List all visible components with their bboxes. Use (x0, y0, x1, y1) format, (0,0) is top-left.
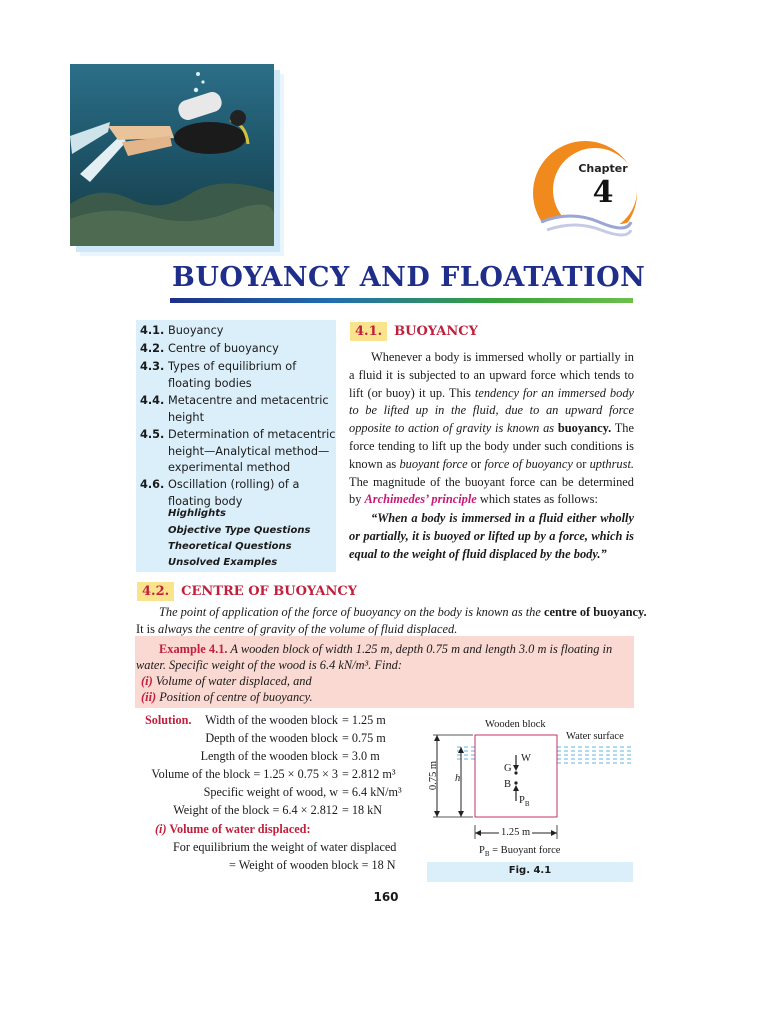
solution-row-right: = 2.812 m³ (342, 767, 396, 781)
weight-label: W (521, 753, 531, 764)
wooden-block-label: Wooden block (485, 719, 546, 730)
figure-caption: Fig. 4.1 (508, 865, 552, 876)
chapter-contents (136, 320, 336, 572)
toc-unsolved-examples: Unsolved Examples (168, 557, 278, 568)
example-line-1: Example 4.1. A wooden block of width 1.25 m, depth 0.75 m and length 3.0 m is floating in (159, 642, 613, 656)
toc-highlights: Highlights (168, 508, 226, 519)
section-title: CENTRE OF BUOYANCY (181, 584, 357, 599)
section-heading-centre-of-buoyancy (137, 584, 357, 599)
solution-row-right: = 1.25 m (342, 713, 386, 727)
diver-photo (70, 64, 274, 246)
centre-of-gravity-label: G (504, 763, 512, 774)
toc-label: Centre of buoyancy (168, 342, 279, 355)
buoyant-force-label: $P_B$ (519, 795, 530, 809)
diver-illustration (70, 64, 274, 246)
example-question-2: (ii) Position of centre of buoyancy. (141, 690, 313, 704)
toc-label: Determination of metacentric height—Analytical method—experimental method (168, 428, 336, 474)
solution-row-right: = 6.4 kN/m³ (342, 785, 402, 799)
equilibrium-statement: For equilibrium the weight of water displaced (173, 840, 397, 854)
centre-of-buoyancy-definition: The point of application of the force of buoyancy on the body is known as the centre of buoyancy. (159, 605, 647, 619)
example-question-1: (i) Volume of water displaced, and (141, 674, 312, 688)
solution-row-left: Length of the wooden block (200, 749, 338, 763)
title-underline (170, 298, 633, 303)
width-label: 1.25 m (501, 827, 531, 838)
toc-label: Metacentre and metacentric height (168, 394, 329, 424)
toc-label: Types of equilibrium of floating bodies (168, 360, 297, 390)
section-heading-buoyancy (350, 324, 478, 339)
section-number: 4.2. (137, 582, 174, 601)
solution-row-left: Width of the wooden block (205, 713, 338, 727)
toc-label: Oscillation (rolling) of a floating body (168, 478, 300, 508)
toc-theoretical-questions: Theoretical Questions (168, 541, 292, 552)
chapter-label: Chapter (578, 162, 628, 175)
volume-displaced-heading: (i) Volume of water displaced: (155, 822, 311, 836)
water-surface-label: Water surface (566, 731, 624, 742)
solution-label: Solution. (145, 713, 192, 727)
toc-number: 4.2. (140, 342, 165, 355)
toc-number: 4.3. (140, 360, 165, 373)
figure-4-1 (427, 715, 633, 883)
archimedes-quote: “When a body is immersed in a fluid either wholly or partially, it is buoyed or lifted up by a force, which is equal to the weight of fluid displaced by the body.” (349, 511, 634, 561)
toc-label: Buoyancy (168, 324, 224, 337)
solution-row-left: Specific weight of wood, w (203, 785, 338, 799)
example-box (135, 636, 634, 708)
buoyancy-paragraph: Whenever a body is immersed wholly or partially in a fluid it is subjected to an upward force which tends to lift (or buoy) it up. This tendency for an immersed body to be lifted up in the fluid, due to an upward force opposite to action of gravity is known as buoyancy. The force tending to lift up the body under such conditions is known as buoyant force or force of buoyancy or upthrust. The magnitude of the buoyant force can be determined by Archimedes’ principle which states as follows: (349, 350, 635, 507)
archimedes-principle-link: Archimedes’ principle (364, 492, 477, 507)
solution-row-right: = 3.0 m (342, 749, 380, 763)
solution-row-left: Volume of the block = 1.25 × 0.75 × 3 (151, 767, 338, 781)
toc-objective-questions: Objective Type Questions (168, 525, 311, 536)
solution-row-right: = 18 kN (342, 803, 383, 817)
toc-number: 4.6. (140, 478, 165, 491)
solution-row-left: Depth of the wooden block (205, 731, 338, 745)
buoyant-force-legend: $P_B$ = Buoyant force (479, 845, 561, 859)
example-line-2: water. Specific weight of the wood is 6.4 kN/m³. Find: (136, 658, 402, 672)
equilibrium-result: = Weight of wooden block = 18 N (229, 858, 396, 872)
h-label: h (455, 773, 461, 784)
toc-number: 4.5. (140, 428, 165, 441)
chapter-number: 4 (592, 175, 614, 210)
toc-number: 4.4. (140, 394, 165, 407)
page-number: 160 (373, 890, 399, 904)
solution-row-right: = 0.75 m (342, 731, 386, 745)
solution-row-left: Weight of the block = 6.4 × 2.812 (173, 803, 338, 817)
depth-label: 0.75 m (428, 760, 440, 791)
section-title: BUOYANCY (394, 324, 478, 339)
centre-of-buoyancy-label: B (504, 779, 512, 790)
page-title: BUOYANCY AND FLOATATION (172, 262, 646, 293)
section-number: 4.1. (350, 322, 387, 341)
centre-of-buoyancy-definition-2: It is always the centre of gravity of the volume of fluid displaced. (136, 622, 458, 636)
toc-number: 4.1. (140, 324, 165, 337)
